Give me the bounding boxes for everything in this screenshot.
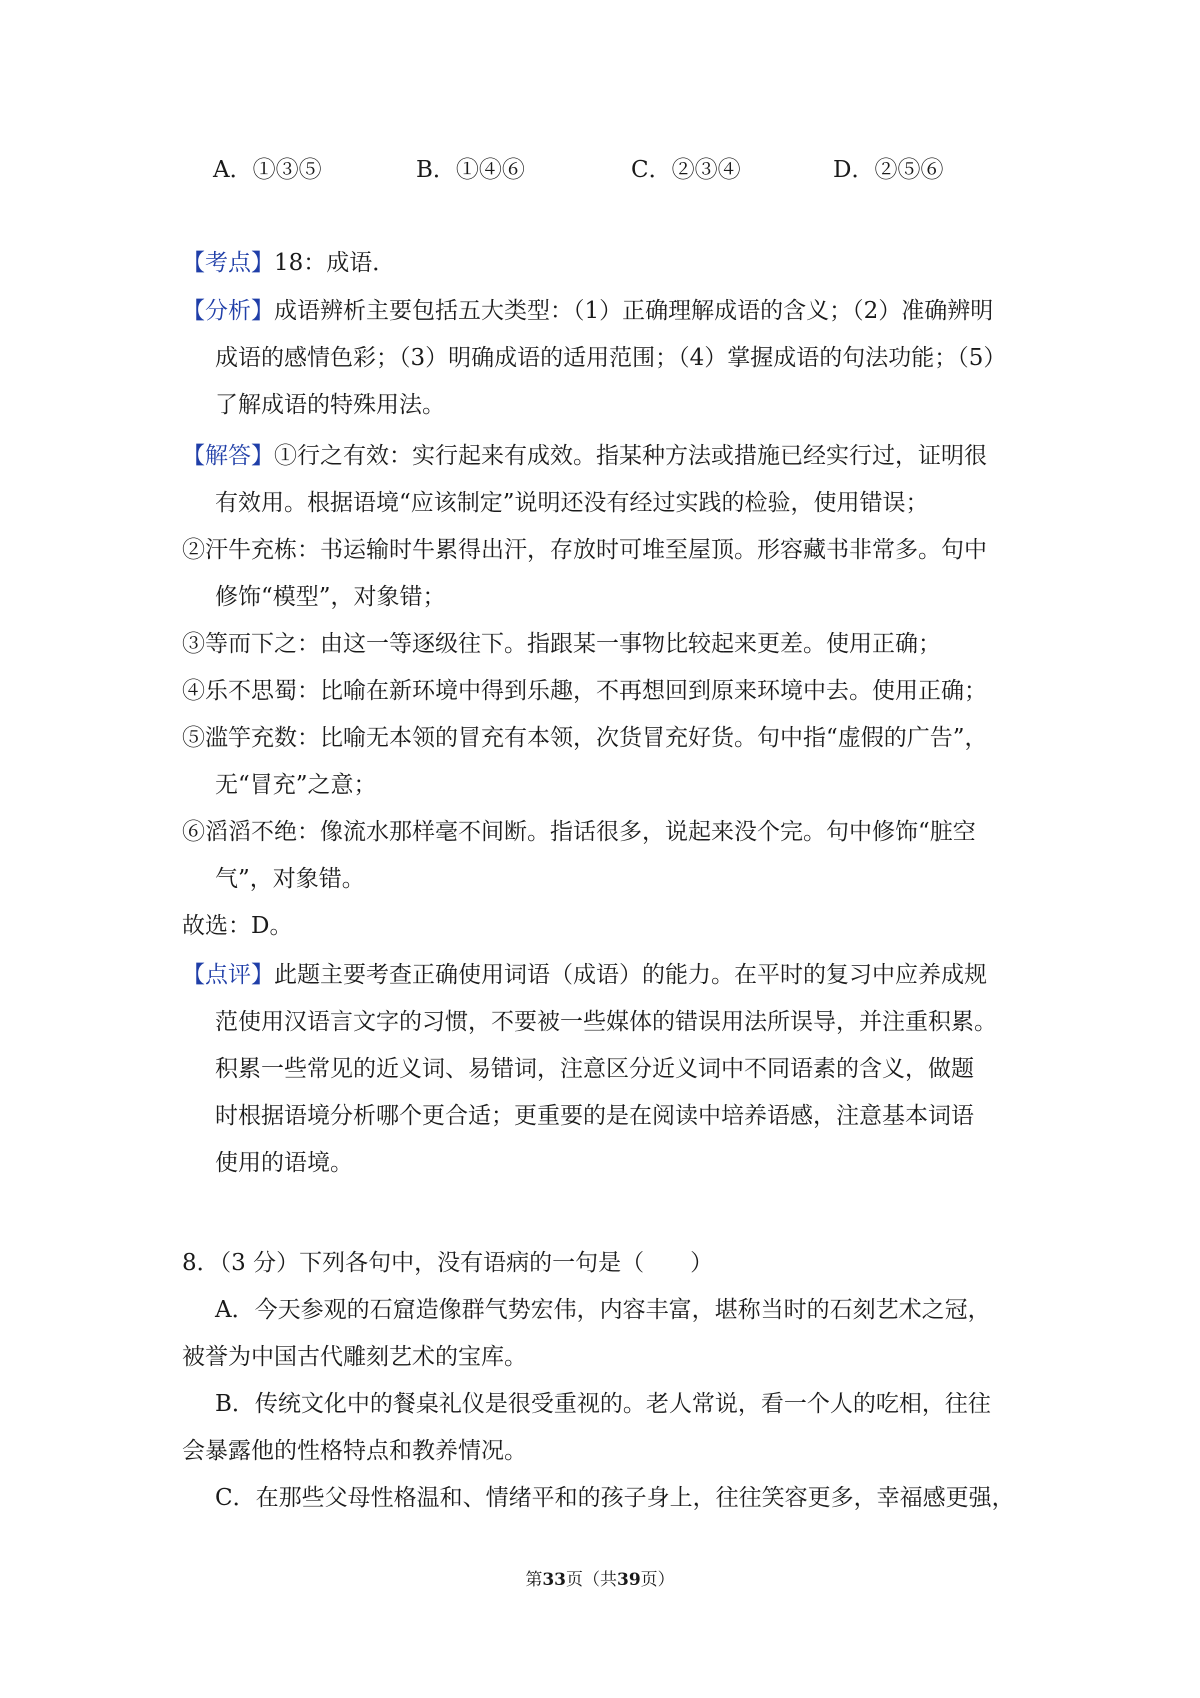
option-d: D．②⑤⑥ — [833, 157, 944, 183]
jieda-item-1-text: ①行之有效：实行起来有成效。指某种方法或措施已经实行过，证明很 — [274, 443, 987, 469]
dianping-tag: 【点评】 — [182, 962, 274, 988]
question-8-option-a-line-1: A．今天参观的石窟造像群气势宏伟，内容丰富，堪称当时的石刻艺术之冠， — [215, 1297, 991, 1323]
fenxi-text-1: 成语辨析主要包括五大类型：（1）正确理解成语的含义；（2）准确辨明 — [274, 298, 994, 324]
footer-suffix: 页） — [640, 1570, 675, 1590]
jieda-item-6-line-2: 气”，对象错。 — [215, 866, 365, 892]
jieda-item-3: ③等而下之：由这一等逐级往下。指跟某一事物比较起来更差。使用正确； — [182, 631, 941, 657]
dianping-line-4: 时根据语境分析哪个更合适；更重要的是在阅读中培养语感，注意基本词语 — [215, 1103, 974, 1129]
jieda-item-5-line-2: 无“冒充”之意； — [215, 772, 377, 798]
kaodian-tag: 【考点】 — [182, 250, 274, 276]
jieda-line-1 — [182, 441, 987, 471]
option-c: C．②③④ — [631, 157, 741, 183]
question-8-stem: 8．（3 分）下列各句中，没有语病的一句是（ ） — [182, 1250, 714, 1276]
option-a: A．①③⑤ — [213, 157, 322, 183]
footer-middle: 页（共 — [566, 1570, 617, 1590]
footer-current-page: 33 — [542, 1570, 566, 1590]
option-b: B．①④⑥ — [416, 157, 525, 183]
question-8-option-b-line-1: B．传统文化中的餐桌礼仪是很受重视的。老人常说，看一个人的吃相，往往 — [215, 1391, 991, 1417]
question-8-option-c-line-1: C．在那些父母性格温和、情绪平和的孩子身上，往往笑容更多，幸福感更强， — [215, 1485, 1015, 1511]
question-8-option-a-line-2: 被誉为中国古代雕刻艺术的宝库。 — [182, 1344, 527, 1370]
dianping-line-2: 范使用汉语言文字的习惯，不要被一些媒体的错误用法所误导，并注重积累。 — [215, 1009, 997, 1035]
fenxi-line-2: 成语的感情色彩；（3）明确成语的适用范围；（4）掌握成语的句法功能；（5） — [215, 345, 1007, 371]
page-number-footer — [0, 1568, 1200, 1592]
footer-prefix: 第 — [525, 1570, 543, 1590]
dianping-text-1: 此题主要考查正确使用词语（成语）的能力。在平时的复习中应养成规 — [274, 962, 987, 988]
fenxi-tag: 【分析】 — [182, 298, 274, 324]
jieda-item-6-line-1: ⑥滔滔不绝：像流水那样毫不间断。指话很多，说起来没个完。句中修饰“脏空 — [182, 819, 976, 845]
jieda-tag: 【解答】 — [182, 443, 274, 469]
jieda-item-2-line-1: ②汗牛充栋：书运输时牛累得出汗，存放时可堆至屋顶。形容藏书非常多。句中 — [182, 537, 987, 563]
footer-total-pages: 39 — [617, 1570, 641, 1590]
jieda-item-4: ④乐不思蜀：比喻在新环境中得到乐趣，不再想回到原来环境中去。使用正确； — [182, 678, 987, 704]
fenxi-line-1 — [182, 296, 993, 326]
previous-question-options — [213, 150, 1013, 190]
kaodian-text: 18：成语． — [274, 250, 396, 276]
jieda-item-1-line-2: 有效用。根据语境“应该制定”说明还没有经过实践的检验，使用错误； — [215, 490, 929, 516]
dianping-line-3: 积累一些常见的近义词、易错词，注意区分近义词中不同语素的含义，做题 — [215, 1056, 974, 1082]
dianping-line-1 — [182, 960, 987, 990]
fenxi-line-3: 了解成语的特殊用法。 — [215, 392, 445, 418]
jieda-answer: 故选：D。 — [182, 913, 293, 939]
question-8-option-b-line-2: 会暴露他的性格特点和教养情况。 — [182, 1438, 527, 1464]
dianping-line-5: 使用的语境。 — [215, 1150, 353, 1176]
kaodian-section — [182, 248, 395, 278]
jieda-item-5-line-1: ⑤滥竽充数：比喻无本领的冒充有本领，次货冒充好货。句中指“虚假的广告”， — [182, 725, 988, 751]
jieda-item-2-line-2: 修饰“模型”，对象错； — [215, 584, 446, 610]
